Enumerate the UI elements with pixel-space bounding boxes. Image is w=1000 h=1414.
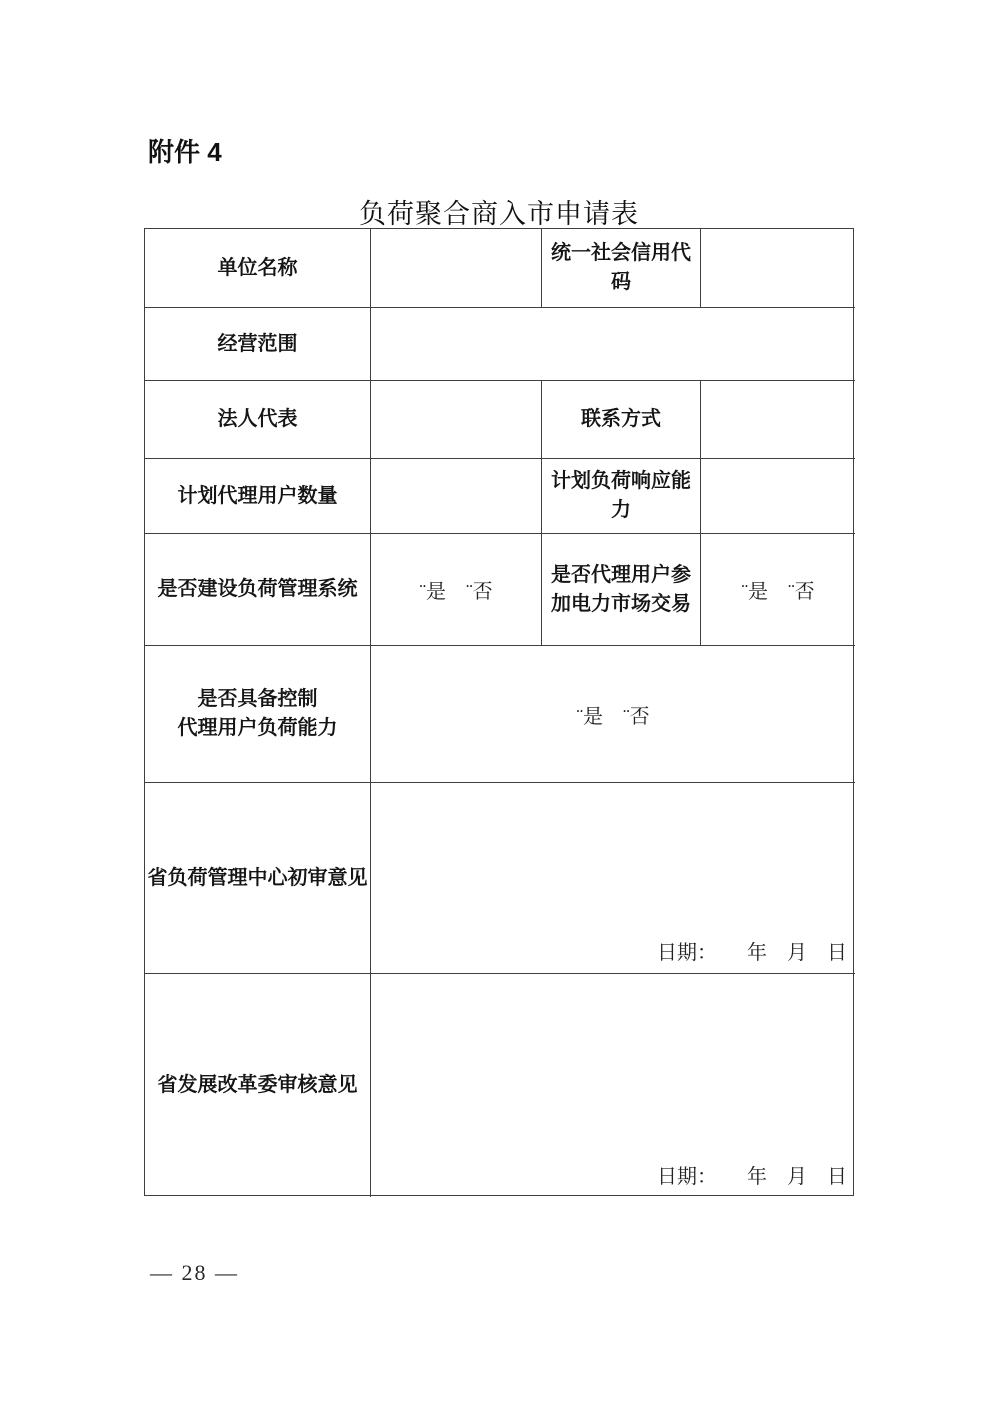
page-number: — 28 — [150,1260,239,1285]
form-title: 负荷聚合商入市申请表 [359,199,639,229]
business-scope-label: 经营范围 [145,308,371,381]
application-form-table [144,228,854,1196]
business-scope-value [371,308,855,381]
planned-response-capacity-value [701,459,855,534]
preliminary-review-cell [371,783,855,974]
contact-method-value [701,381,855,459]
legal-representative-value [371,381,542,459]
control-capability-options: ¨是 ¨否 [371,646,855,783]
control-capability-label-line2: 代理用户负荷能力 [177,717,338,739]
credit-code-value [701,229,855,308]
market-trading-label: 是否代理用户参加电力市场交易 [542,534,701,646]
final-review-cell [371,974,855,1197]
attachment-label: 附件 4 [148,137,222,167]
planned-agent-users-label: 计划代理用户数量 [145,459,371,534]
control-capability-label [145,646,371,783]
planned-agent-users-value [371,459,542,534]
load-management-system-options: ¨是 ¨否 [371,534,542,646]
load-management-system-label: 是否建设负荷管理系统 [145,534,371,646]
credit-code-label: 统一社会信用代码 [542,229,701,308]
unit-name-label: 单位名称 [145,229,371,308]
contact-method-label: 联系方式 [542,381,701,459]
legal-representative-label: 法人代表 [145,381,371,459]
final-review-date-line: 日期： 年 月 日 [657,1166,847,1188]
preliminary-review-label: 省负荷管理中心初审意见 [145,783,371,974]
unit-name-value [371,229,542,308]
preliminary-review-date-line: 日期： 年 月 日 [657,942,847,964]
market-trading-options: ¨是 ¨否 [701,534,855,646]
final-review-label: 省发展改革委审核意见 [145,974,371,1197]
planned-response-capacity-label: 计划负荷响应能力 [542,459,701,534]
control-capability-label-line1: 是否具备控制 [197,688,318,710]
